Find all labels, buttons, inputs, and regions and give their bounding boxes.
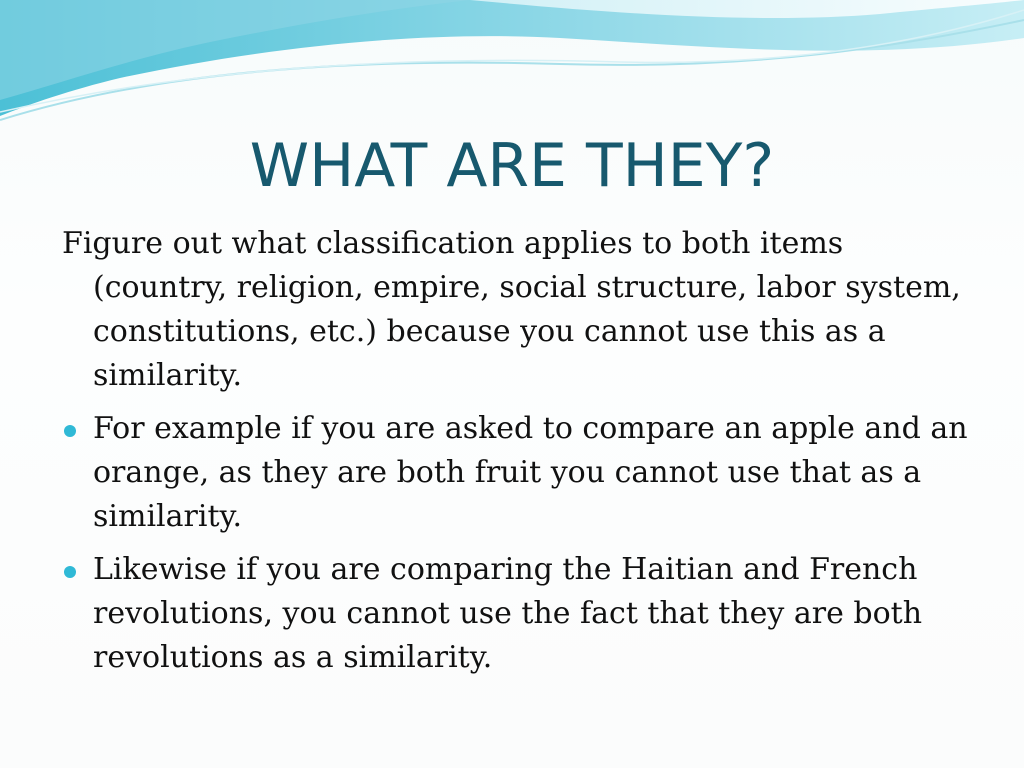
bullet-item-2: [62, 548, 972, 680]
wave-banner: [0, 0, 1024, 130]
slide-title: WHAT ARE THEY?: [249, 131, 775, 201]
slide-body: [62, 222, 972, 689]
bullet-dot-icon: [64, 425, 76, 437]
bullet-item-1: [62, 407, 972, 539]
bullet-dot-icon: [64, 566, 76, 578]
intro-paragraph: Figure out what classification applies to both items (country, religion, empire, social structure, labor system, constitutions, etc.) because you cannot use this as a similarity.: [62, 226, 961, 393]
bullet-text-1: For example if you are asked to compare an apple and an orange, as they are both fruit you cannot use that as a similarity.: [93, 411, 968, 534]
bullet-text-2: Likewise if you are comparing the Haitian and French revolutions, you cannot use the fact that they are both revolutions as a similarity.: [93, 552, 923, 675]
